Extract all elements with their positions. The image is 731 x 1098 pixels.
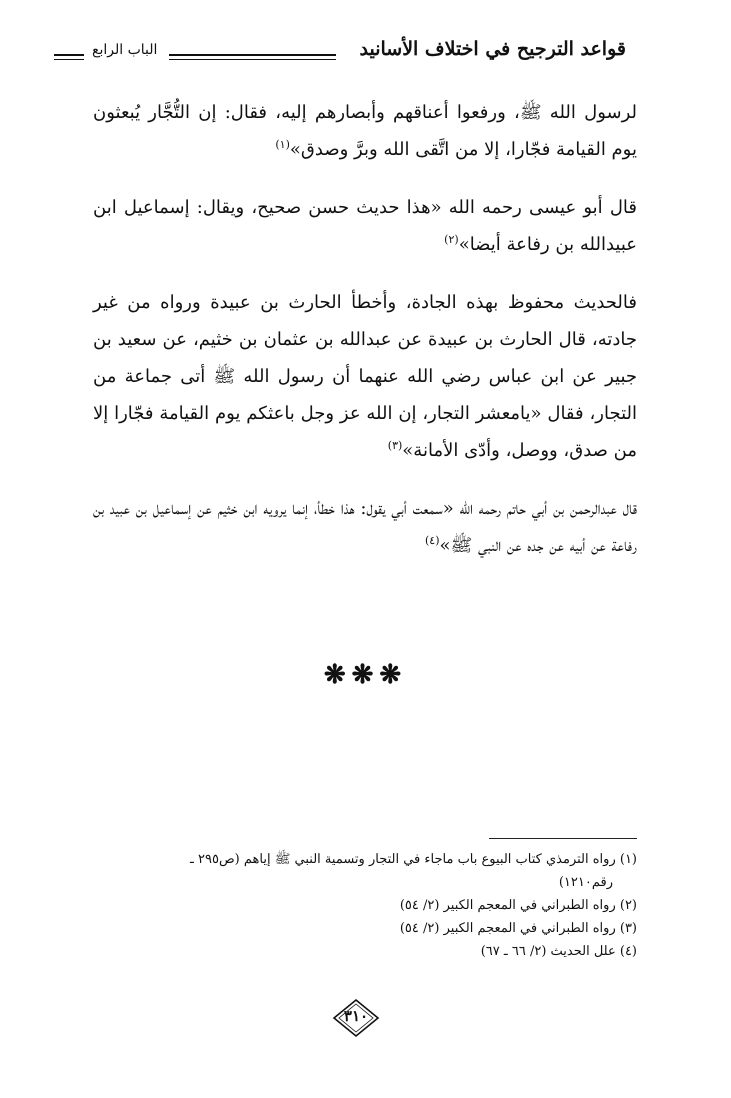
footnote-ref-3: (٣) xyxy=(387,439,403,452)
footnotes xyxy=(93,848,637,963)
paragraph-3 xyxy=(93,284,637,469)
footnote-2: (٢) رواه الطبراني في المعجم الكبير (٢/ ٥٤) xyxy=(399,898,637,913)
header-rule xyxy=(169,54,336,60)
footnote-ref-2: (٢) xyxy=(444,233,459,246)
paragraph-4 xyxy=(93,490,637,564)
section-separator: ❋❋❋ xyxy=(323,660,408,690)
running-header xyxy=(54,36,626,76)
paragraph-text: قال أبو عيسى رحمه الله «هذا حديث حسن صحيح، ويقال: إسماعيل ابن عبيدالله بن رفاعة أيضا» xyxy=(93,197,637,255)
footnote-1: (١) رواه الترمذي كتاب البيوع باب ماجاء في التجار وتسمية النبي ﷺ إياهم (ص٢٩٥ ـ xyxy=(190,852,637,867)
main-text xyxy=(93,94,637,585)
footnote-4: (٤) علل الحديث (٢/ ٦٦ ـ ٦٧) xyxy=(480,944,637,959)
page-number: ٣١٠ xyxy=(343,1007,369,1025)
book-title: قواعد الترجيح في اختلاف الأسانيد xyxy=(359,38,626,60)
page-number-ornament xyxy=(330,998,382,1038)
chapter-name: الباب الرابع xyxy=(92,42,158,58)
paragraph-text: قال عبدالرحمن بن أبي حاتم رحمه الله «سمعت أبي يقول: هذا خطأ، إنما يرويه ابن خثيم عن إسماعيل بن عبيد بن رفاعة عن أبيه عن جده عن النبي ﷺ» xyxy=(93,498,637,556)
paragraph-2 xyxy=(93,189,637,263)
paragraph-1 xyxy=(93,94,637,168)
footnote-ref-1: (١) xyxy=(275,138,290,151)
footnote-ref-4: (٤) xyxy=(424,534,440,547)
footnote-1-continued: رقم١٢١٠) xyxy=(558,875,613,890)
paragraph-text: فالحديث محفوظ بهذه الجادة، وأخطأ الحارث بن عبيدة ورواه من غير جادته، قال الحارث بن عبيدة عن عبدالله بن عثمان بن خثيم، عن سعيد بن جبير عن ابن عباس رضي الله عنهما أن رسول الله ﷺ أتى جماعة من التجار، فقال «يامعشر التجار، إن الله عز وجل باعثكم يوم القيامة فجّارا إلا من صدق، ووصل، وأدّى الأمانة» xyxy=(93,292,637,461)
footnote-3: (٣) رواه الطبراني في المعجم الكبير (٢/ ٥٤) xyxy=(399,921,637,936)
footnote-rule xyxy=(489,838,637,839)
header-rule-left xyxy=(54,54,84,60)
paragraph-text: لرسول الله ﷺ، ورفعوا أعناقهم وأبصارهم إليه، فقال: إن التُّجَّار يُبعثون يوم القيامة فجّارا، إلا من اتَّقى الله وبرَّ وصدق» xyxy=(93,102,637,160)
